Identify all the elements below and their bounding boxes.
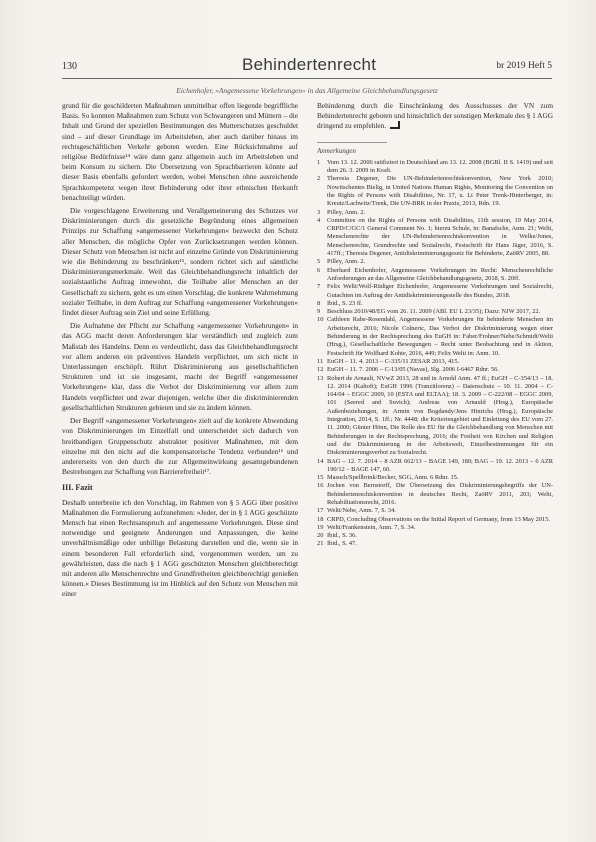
footnote-number: 15: [317, 474, 324, 482]
footnote: [317, 175, 553, 208]
footnote-number: 11: [317, 357, 324, 365]
left-column: [62, 101, 298, 816]
footnote-number: 9: [317, 308, 321, 316]
footnote-text: Jochen von Bernstorff, Die Übersetzung des Diskriminierungsbegriffs der UN-Behindertenrechtskonvention in deutsches Recht, ZaöRV 2011, 203; Welti, Rehabilitationsrecht, 2016.: [327, 482, 553, 506]
page-header: [62, 55, 552, 77]
footnote-number: 17: [317, 507, 324, 515]
footnote: [317, 540, 553, 548]
section-heading: III. Fazit: [62, 483, 93, 493]
footnote-number: 2: [317, 175, 321, 183]
footnote: [317, 482, 553, 507]
footnote-text: Pilley, Anm. 2.: [327, 258, 366, 266]
issue-label: br 2019 Heft 5: [496, 61, 552, 71]
footnote: [317, 375, 553, 458]
page-number: 130: [62, 61, 77, 72]
header-rule: [62, 78, 552, 79]
footnote-number: 14: [317, 457, 324, 465]
footnote-text: Cathleen Rabe-Rosendahl, Angemessene Vorkehrungen für behinderte Menschen im Arbeitsrecht, 2016; Nicole Colneric, Das Verbot der Diskriminierung wegen einer Behinderung in der Rechtsprechung des EuGH in: Faber/Frohner/Nebe/Schmidt/Welti (Hrsg.), Gesellschaftliche Bewegungen – Recht unter Beobachtung und in Aktion, Festschrift für Wolfhard Kohte, 2016, 449; Felix Welti in: Anm. 10.: [327, 316, 553, 357]
body-paragraph: Die Aufnahme der Pflicht zur Schaffung »angemessener Vorkehrungen« in das AGG macht deren Anforderungen klar verständlich und zugleich zum Maßstab des Handelns. Denn es verdeutlicht, dass das Gleichbehandlungsrecht vor allem anderen ein präventives Handeln verpflichtet, um sich nicht in Unterlassungen erschöpft. Rührt Diskriminierung aus gesellschaftlichen Strukturen und ist sie insgesamt, macht der Begriff »angemessener Vorkehrungen« klar, dass die Verbot der Diskriminierung vor allem zum Handeln verpflichtet und zwar diejenigen, welche über die diskriminierenden gesellschaftlichen Strukturen gebieten und sie zu ändern können.: [62, 321, 298, 412]
footnote-number: 18: [317, 515, 324, 523]
footnote: [317, 458, 553, 475]
footnote: [317, 474, 553, 482]
footnote-text: Ibid., S. 47.: [327, 540, 357, 548]
footnote-number: 12: [317, 366, 324, 374]
footnote-text: Ibid., S. 36.: [327, 532, 357, 540]
footnote-text: Welti/Frankenstein, Anm. 7, S. 34.: [327, 523, 416, 531]
footnote-number: 13: [317, 374, 324, 382]
journal-title: Behindertenrecht: [242, 55, 377, 74]
footnote-number: 19: [317, 523, 324, 531]
running-title: Eichenhofer, »Angemessene Vorkehrungen« in das Allgemeine Gleichbehandlungsgesetz: [176, 86, 438, 95]
body-paragraph: Deshalb unterbreite ich den Vorschlag, im Rahmen von § 5 AGG über positive Maßnahmen die Formulierung aufzunehmen: »Jeder, der in § 1 AGG geschützte Mensch hat einen Rechtsanspruch auf angemessene Vorkehrungen. Diese sind notwendige und geeignete Änderungen und Anpassungen, die keine unverhältnismäßige oder unbillige Belastung darstellen und die, wenn sie in einem besonderen Fall erforderlich sind, vorgenommen werden, um zu gewährleisten, dass die nach § 1 AGG geschützten Menschen gleichberechtigt mit anderen alle Menschenrechte und Grundfreiheiten gleichberechtigt genießen können.« Dieses Bestimmung ist im Hinblick auf den Schutz von Menschen mit einer: [62, 497, 298, 599]
footnote-text: Felix Welti/Wolf-Rüdiger Eichenhofer, Angemessene Vorkehrungen und Sozialrecht, Gutachten im Auftrag der Antidiskriminierungsstelle des Bundes, 2018.: [327, 283, 553, 299]
footnote: [317, 217, 553, 258]
footnote: [317, 209, 553, 217]
footnote-text: BAG – 12. 7. 2014 – 8 AZR 662/13 – BAGE 149, 180; BAG – 19. 12. 2013 – 6 AZR 190/12 – BAGE 147, 60.: [327, 457, 553, 473]
footnote: [317, 524, 553, 532]
intro-text: Behinderung durch die Einschränkung des Ausschusses der VN zum Behindertenrecht geboten und hinsichtlich der sonstigen Merkmale des § 1 AGG dringend zu empfehlen.: [317, 101, 553, 131]
end-mark-icon: [390, 121, 400, 129]
footnote-number: 20: [317, 532, 324, 540]
footnote-text: Pilley, Anm. 2.: [327, 208, 366, 216]
right-column: [317, 101, 553, 806]
body-paragraph: Der Begriff »angemessener Vorkehrungen« zielt auf die konkrete Abwendung von Diskriminierungen im Einzelfall und unterscheidet sich dadurch von breitbandigen Gruppenschutz abstrakter positiver Maßnahmen, mit dem einzelne mit den nicht auf die kompensatorische Tendenz verbunden¹⁶ und andererseits von den durch die zur Allgemeinwirkung gesamtgebundenen Bestrebungen zur Schaffung von Barrierefreiheit¹⁷.: [62, 416, 298, 477]
footnote-text: Theresia Degener, Die UN-Behindertenrechtskonvention, New York 2010; Nowitschentes Bielig, in United Nations Human Rights, Monitoring the Convention on the Rights of Persons with Disabilities, Nr. 17, u. Lt Peter Trenk-Hinterberger, in: Kreutz/Lachwitz/Trenk, Die UN-BRK in der Praxis, 2013, Rdn. 19.: [327, 175, 553, 208]
footnote: [317, 258, 553, 266]
footnote-text: Beschluss 2010/48/EG vom 26. 11. 2009 (ABl. EU L 23/35); Dazu: NJW 2017, 22.: [327, 308, 541, 316]
footnote: [317, 358, 553, 366]
footnote-number: 1: [317, 158, 321, 166]
footnote-text: EuGH – 11. 4. 2013 – C-335/11 ZESAR 2013, 415.: [327, 357, 460, 365]
footnote: [317, 532, 553, 540]
footnote: [317, 267, 553, 284]
footnote-text: Committee on the Rights of Persons with Disabilities, 11th session, 19 May 2014, CRPD/C/GC/1 General Comment No. 1; hierzu Schule, in: Banafsche, Anm. 21; Welti, Menschenrechte der UN-Behindertenrechtskonvention in Welke/Jones, Menschenrechte, Grundrechte und Sozialrecht, Festschrift für Hans Jäger, 2016, S. 417ff.; Theresia Degener, Antidiskriminierungsgesetz für Behinderte, ZaöRV 2005, 88.: [327, 216, 553, 258]
footnote: [317, 366, 553, 374]
footnote-text: Welti/Nebe, Anm. 7, S. 34.: [327, 507, 396, 515]
footnote-number: 4: [317, 216, 321, 224]
footnote-number: 5: [317, 258, 321, 266]
footnote: [317, 300, 553, 308]
body-paragraph: [317, 101, 553, 132]
footnote: [317, 316, 553, 357]
footnote-number: 16: [317, 482, 324, 490]
footnote-number: 6: [317, 266, 321, 274]
footnote-text: CRPD, Concluding Observations on the Initial Report of Germany, from 13 May 2015.: [327, 515, 551, 523]
body-paragraph: grund für die geschilderten Maßnahmen unmittelbar offen liegende begriffliche Basis. So konnten Maßnahmen zum Schutz von Schwangeren und Müttern – die Inhalt und Grund der speziellen Bestimmungen des Mutterschutzes geschuldet sind – auf dieser Grundlage im Arbeitsleben, aber auch darüber hinaus im rechtsgeschäftlichen Verkehr geboten werden. Eine Rücksichtnahme auf religiöse Bedürfnisse¹⁴ wäre dann ganz allgemein auch im Arbeitsleben und beim Konsum zu sichern. Die Übersetzung von Sprachbarrieren könnte auf dieser Basis ebenfalls gefordert werden, wobei Menschen ohne ausreichende Sprachkompetenz wegen ihrer Behinderung oder ihrer ethnischen Herkunft benachteiligt würden.: [62, 101, 298, 202]
body-paragraph: Die vorgeschlagene Erweiterung und Verallgemeinerung des Schutzes vor Diskriminierungen durch die gesetzliche Begründung eines allgemeinen Prinzips zur Schaffung »angemessener Vorkehrungen« bezweckt den Schutz aller Menschen, die mögliche Opfer von Zurücksetzungen werden können. Dieser Schutz von Menschen ist nicht auf einzelne Gründe von Diskriminierung wie die Behinderung zu beschränken¹⁵, sondern richtet sich auf sämtliche Diskriminierungsmerkmale. Weil das Gleichbehandlungsrecht inhaltlich der sozialstaatliche Auftrag innewohnt, die Teilhabe aller Menschen an der Gesellschaft zu sichern, geht es um einen Vorschlag, die konkrete Wahrnehmung sozialer Teilhabe, in dem Auftrag zur Schaffung »angemessener Vorkehrungen« findet dieser Auftrag sein Ziel und seine Erfüllung.: [62, 206, 298, 318]
footnote-text: Ibid., S. 23 ff.: [327, 299, 363, 307]
footnote: [317, 283, 553, 300]
footnote-number: 8: [317, 299, 321, 307]
footnote: [317, 308, 553, 316]
footnote: [317, 159, 553, 176]
footnote-number: 21: [317, 540, 324, 548]
footnote-text: EuGH – 11. 7. 2006 – C-13/05 (Navas), Slg. 2006 I-6467 Rdnr. 56.: [327, 366, 499, 374]
footnote-text: Eberhard Eichenhofer, Angemessene Vorkehrungen im Recht: Menschenrechtliche Anforderungen an das Allgemeine Gleichbehandlungsgesetz, 2018, S. 20ff.: [327, 266, 553, 282]
footnotes-list: [317, 159, 553, 549]
footnote-text: Robert de Arnault, NVwZ 2013, 28 und in Arnold Anm. 47 ff.; EuGH – C-354/13 – 18. 12. 2014 (Kaltoft); EuGH 1996 (Tranzitlorenz) – Datenschutz – 10. 11. 2004 – C-164/04 – EGGC 2009, 10 (ESTA und ELTAA); 18. 3. 2009 – C-222/08 – EGGC 2009, 101 (Seered and Suvich); Andreas von Arnauld (Hrsg.), Europäische Außenbeziehungen, in: Armin von Bogdandy/Jens Hinrichs (Hrsg.), Europäische Integration, 2014, S. 1ff.; Nr. 4448; die Kriteriengebiet und Einleitung des EU vom 27. 11. 2000; Günter Hönn, Die Rolle des EU für die Gleichbehandlung von Menschen mit Behinderungen in der Rechtsprechung, 2016; die Freiheit von Kirchen und Religion und die Diskriminierung in der Arbeitswelt, Einzelbestimmungen für ein Diskriminierungsverbot zu Sozialrecht.: [327, 374, 553, 457]
footnote: [317, 507, 553, 515]
footnote-number: 7: [317, 283, 321, 291]
footnote-number: 10: [317, 316, 324, 324]
footnote-text: Masuch/Spellbrink/Becker, SGG, Anm. 6 Rdnr. 15.: [327, 474, 459, 482]
footnotes-title: Anmerkungen: [317, 142, 387, 156]
footnote: [317, 516, 553, 524]
footnote-text: Vom 13. 12. 2006 ratifiziert in Deutschland am 13. 12. 2008 (BGBl. II S. 1419) und seit dem 26. 3. 2009 in Kraft.: [327, 158, 553, 175]
footnote-number: 3: [317, 208, 321, 216]
